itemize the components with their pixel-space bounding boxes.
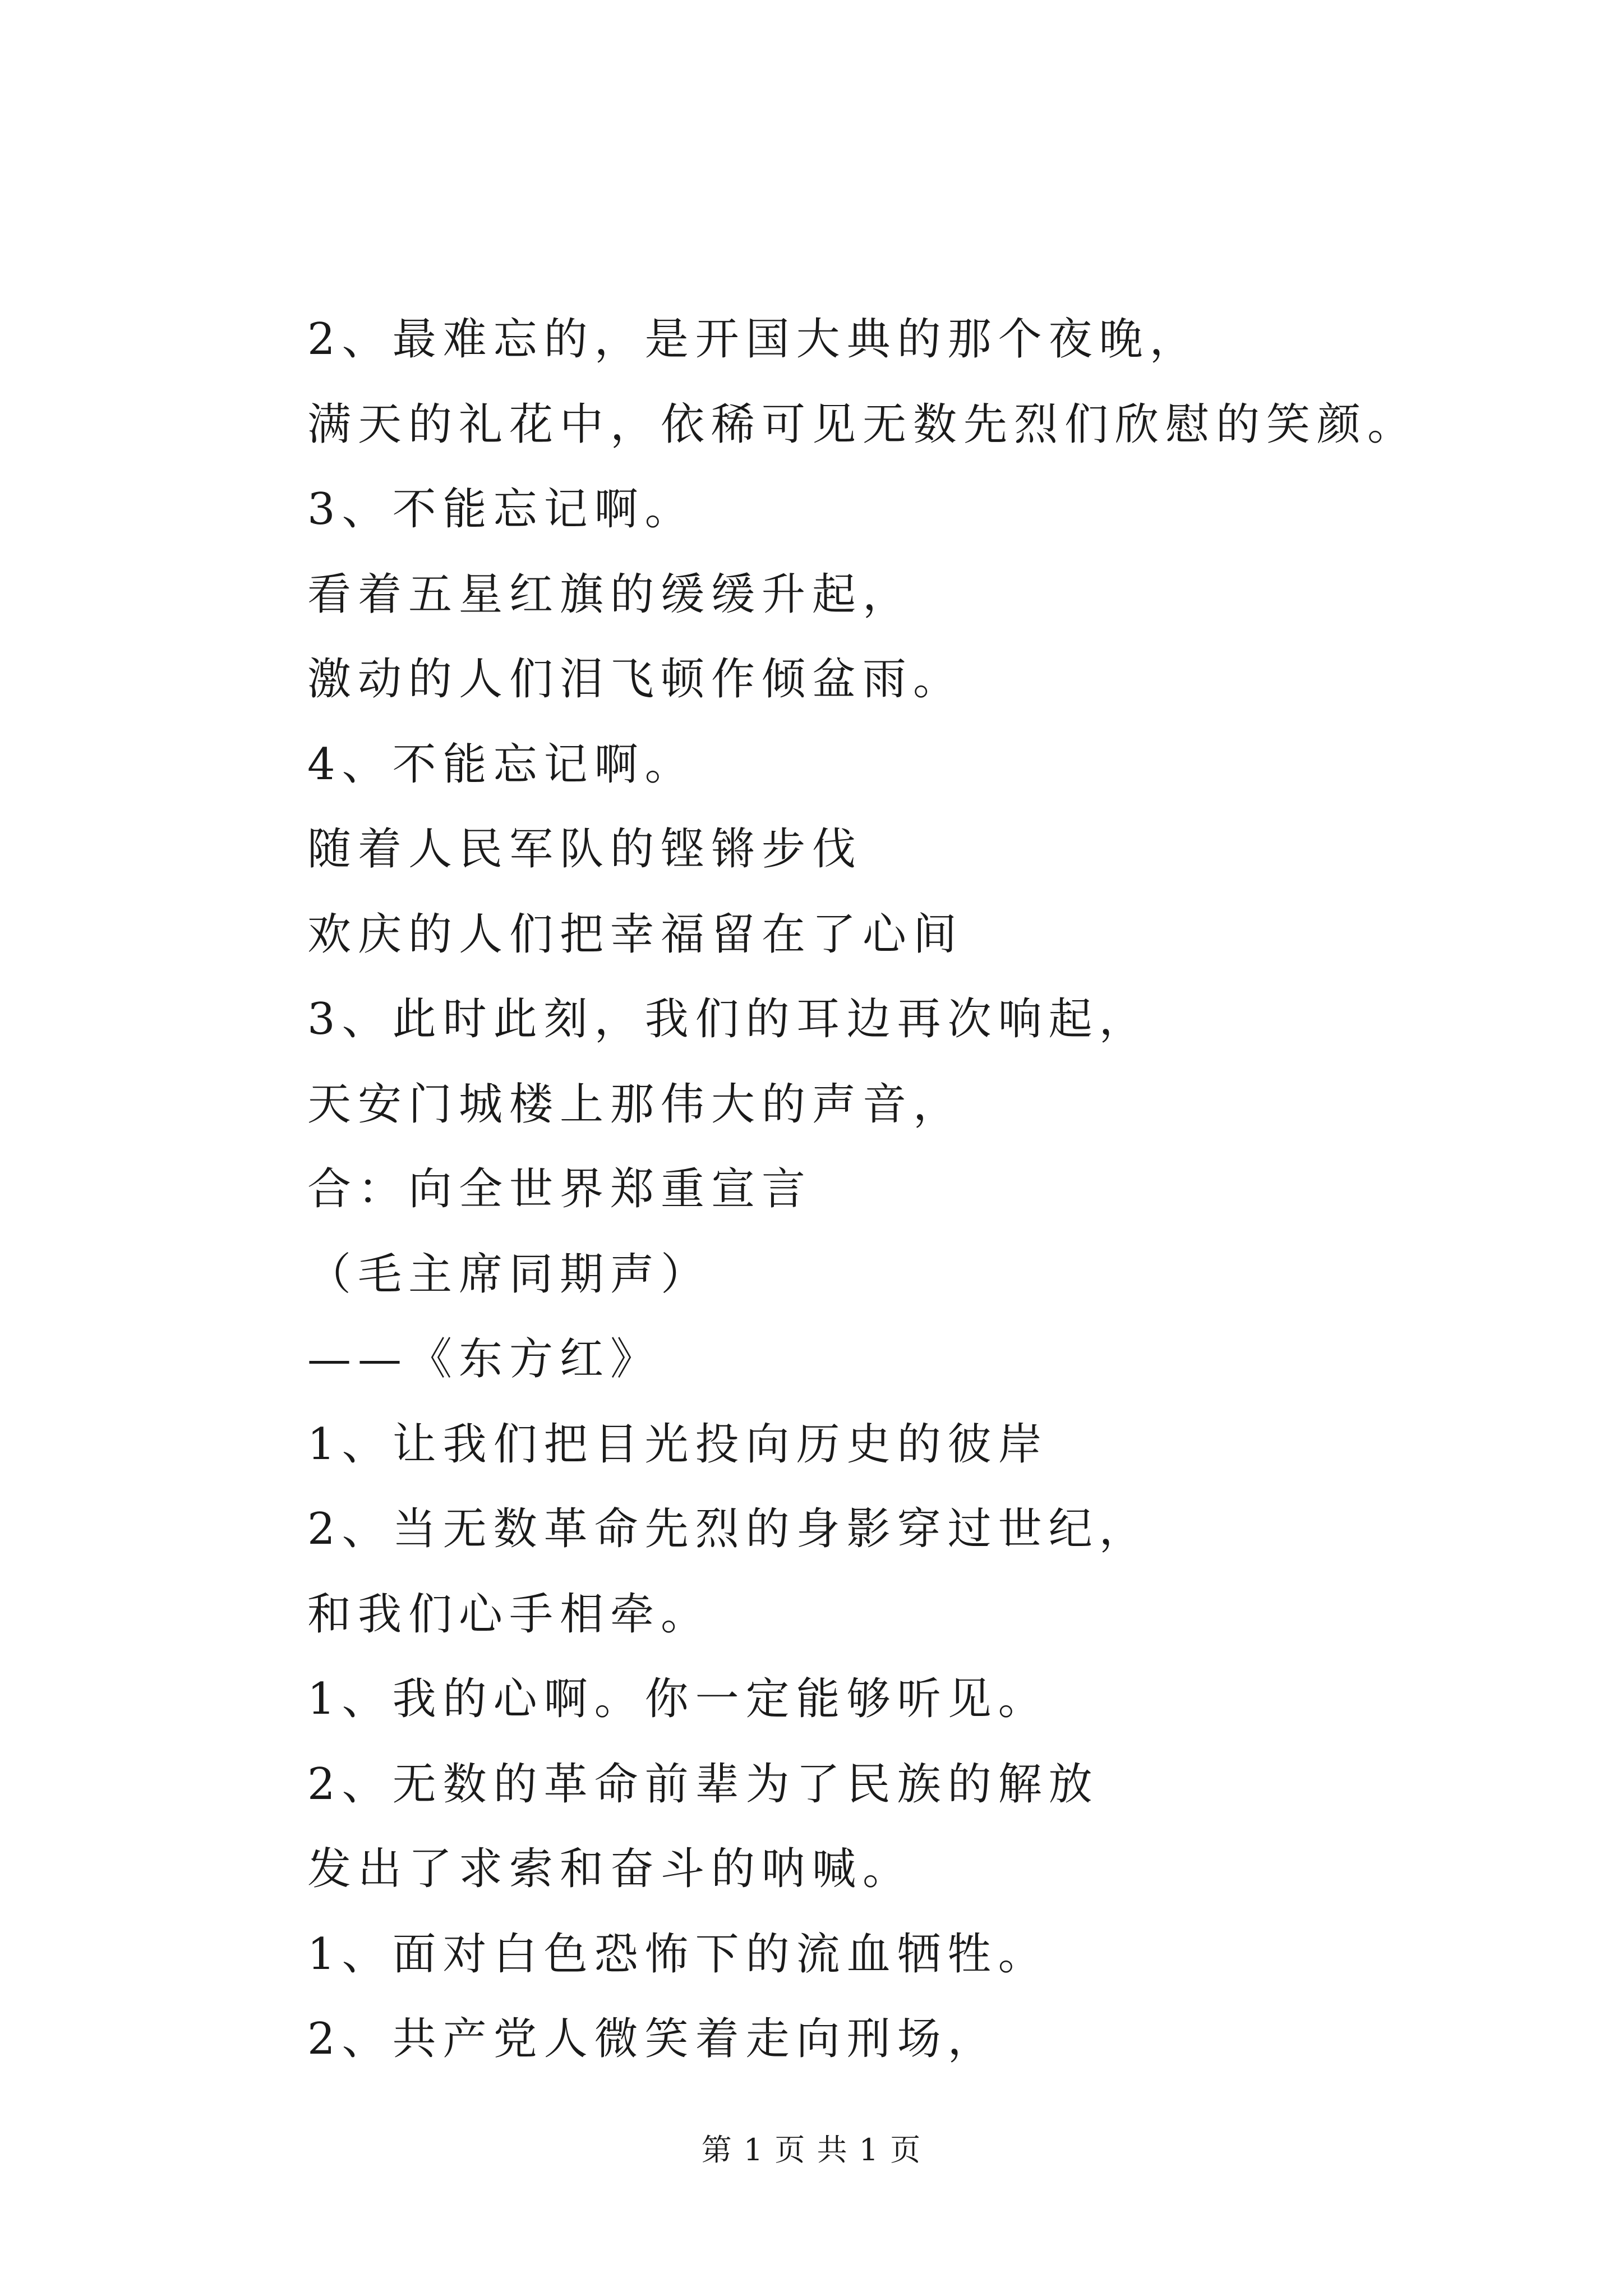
text-line: 1、面对白色恐怖下的流血牺牲。 — [307, 1929, 1049, 1980]
text-line: 欢庆的人们把幸福留在了心间 — [307, 909, 964, 960]
text-line: 3、此时此刻，我们的耳边再次响起， — [307, 994, 1150, 1045]
text-line: 3、不能忘记啊。 — [307, 484, 695, 535]
text-line: 天安门城楼上那伟大的声音， — [307, 1079, 964, 1130]
text-line: 发出了求索和奋斗的呐喊。 — [307, 1844, 914, 1894]
text-line: 1、让我们把目光投向历史的彼岸 — [307, 1419, 1049, 1470]
text-line: （毛主席同期声） — [307, 1249, 712, 1300]
text-line: 4、不能忘记啊。 — [307, 739, 695, 790]
text-line: 随着人民军队的铿锵步伐 — [307, 824, 863, 875]
document-body — [307, 297, 1429, 2082]
text-line: 1、我的心啊。你一定能够听见。 — [307, 1674, 1049, 1724]
text-line: 2、无数的革命前辈为了民族的解放 — [307, 1759, 1099, 1810]
text-line: 看着五星红旗的缓缓升起， — [307, 569, 914, 620]
text-line: 满天的礼花中，依稀可见无数先烈们欣慰的笑颜。 — [307, 399, 1418, 450]
text-line: 2、最难忘的，是开国大典的那个夜晚， — [307, 314, 1200, 365]
text-line: 2、当无数革命先烈的身影穿过世纪， — [307, 1504, 1150, 1554]
text-line: 激动的人们泪飞顿作倾盆雨。 — [307, 654, 964, 705]
text-line: 合：向全世界郑重宣言 — [307, 1164, 813, 1214]
text-line: 和我们心手相牵。 — [307, 1589, 712, 1640]
text-line: 2、共产党人微笑着走向刑场， — [307, 2014, 998, 2064]
text-line: ——《东方红》 — [307, 1334, 661, 1384]
page-number-footer: 第 1 页 共 1 页 — [701, 2132, 922, 2168]
